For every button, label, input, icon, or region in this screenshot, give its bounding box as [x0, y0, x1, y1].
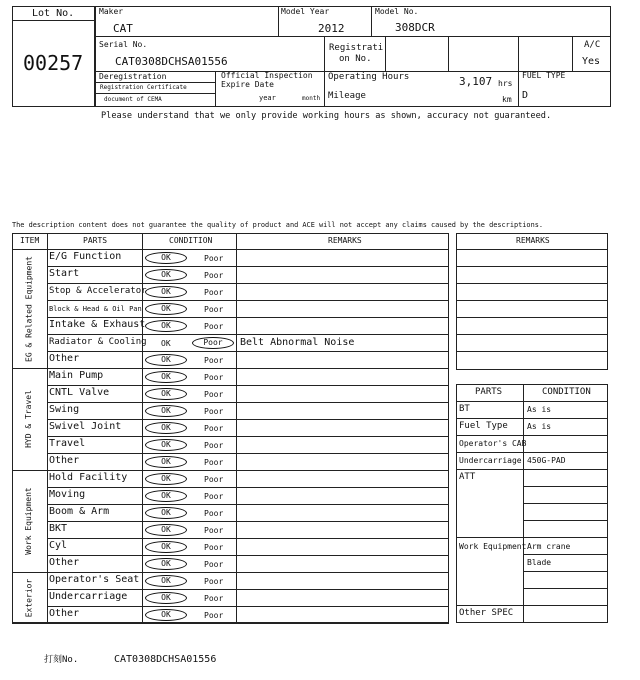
condition-ok-option: OK [145, 592, 187, 604]
operating-hours-value: 3,107 [459, 75, 493, 88]
part-label: Boom & Arm [49, 506, 110, 517]
inspection-label-1: Official Inspection [221, 71, 313, 80]
part-label: Block & Head & Oil Pan [49, 305, 142, 313]
spec-work-equipment-value-2: Blade [527, 558, 552, 567]
group-label: HYD & Travel [24, 390, 33, 448]
condition-poor-option: Poor [204, 577, 224, 586]
condition-ok-option: OK [145, 269, 187, 281]
condition-poor-option: Poor [204, 322, 224, 331]
part-label: Other [49, 608, 80, 619]
footer-label: 打刻No. [44, 655, 79, 665]
registration-label-1: Registrati [329, 43, 384, 53]
deregistration-label: Deregistration [99, 72, 167, 81]
col-parts-header: PARTS [83, 236, 108, 245]
condition-ok-option: OK [145, 286, 187, 298]
condition-poor-option: Poor [204, 509, 224, 518]
part-label: Undercarriage [49, 591, 128, 602]
condition-poor-option: Poor [204, 271, 224, 280]
spec-bt-label: BT [459, 404, 470, 414]
part-label: Other [49, 353, 80, 364]
condition-ok-option: OK [145, 524, 187, 536]
condition-poor-option: Poor [204, 407, 224, 416]
part-label: Other [49, 455, 80, 466]
month-label: month [302, 95, 321, 102]
ac-value: Yes [582, 56, 601, 67]
model-no-label: Model No. [375, 7, 419, 16]
part-label: Stop & Accelerator [49, 286, 147, 296]
maker-value: CAT [113, 22, 133, 35]
condition-poor-option: Poor [204, 390, 224, 399]
condition-poor-option: Poor [204, 594, 224, 603]
hrs-unit: hrs [498, 79, 513, 88]
model-year-value: 2012 [318, 22, 345, 35]
group-label: Work Equipment [24, 487, 33, 555]
spec-work-equipment-label: Work Equipment [459, 542, 527, 551]
reg-cert-label: Registration Certificate [100, 84, 187, 91]
part-label: Start [49, 268, 80, 279]
condition-ok-option: OK [145, 439, 187, 451]
serial-value: CAT0308DCHSA01556 [115, 55, 228, 68]
spec-fuel-value: As is [527, 422, 552, 431]
condition-poor-option: Poor [204, 356, 224, 365]
spec-att-label: ATT [459, 472, 476, 482]
spec-cab-label: Operator's CAB [459, 439, 527, 448]
fuel-type-label: FUEL TYPE [522, 71, 566, 80]
right-remarks-header: REMARKS [516, 236, 550, 245]
condition-poor-option: Poor [204, 373, 224, 382]
condition-poor-option: Poor [204, 441, 224, 450]
inspection-label-2: Expire Date [221, 80, 274, 89]
condition-ok-option: OK [145, 303, 187, 315]
footer-serial: CAT0308DCHSA01556 [114, 654, 217, 665]
condition-ok-option: OK [145, 541, 187, 553]
condition-ok-option: OK [145, 558, 187, 570]
condition-ok-option: OK [145, 405, 187, 417]
row-remark: Belt Abnormal Noise [240, 337, 355, 348]
part-label: Travel [49, 438, 86, 449]
ac-label: A/C [584, 40, 601, 50]
condition-ok-option: OK [161, 339, 171, 348]
registration-label-2: on No. [339, 54, 372, 64]
part-label: Cyl [49, 540, 68, 551]
cema-label: document of CEMA [104, 96, 162, 103]
part-label: Operator's Seat [49, 574, 140, 585]
condition-ok-option: OK [145, 507, 187, 519]
part-label: Main Pump [49, 370, 104, 381]
part-label: Moving [49, 489, 86, 500]
condition-poor-option: Poor [204, 475, 224, 484]
part-label: E/G Function [49, 251, 122, 262]
group-label: Exterior [24, 578, 33, 617]
condition-ok-option: OK [145, 422, 187, 434]
condition-ok-option: OK [145, 456, 187, 468]
mileage-label: Mileage [328, 91, 366, 101]
model-no-value: 308DCR [395, 21, 435, 34]
condition-ok-option: OK [145, 473, 187, 485]
condition-ok-option: OK [145, 575, 187, 587]
condition-ok-option: OK [145, 388, 187, 400]
spec-col-parts: PARTS [475, 387, 503, 397]
fuel-type-value: D [522, 90, 529, 101]
col-condition-header: CONDITION [169, 236, 213, 245]
part-label: Radiator & Cooling [49, 337, 147, 347]
condition-poor-option: Poor [204, 305, 224, 314]
spec-undercarriage-label: Undercarriage [459, 456, 522, 465]
condition-ok-option: OK [145, 609, 187, 621]
part-label: Swivel Joint [49, 421, 122, 432]
part-label: Hold Facility [49, 472, 128, 483]
model-year-label: Model Year [281, 7, 330, 16]
condition-ok-option: OK [145, 354, 187, 366]
condition-ok-option: OK [145, 252, 187, 264]
right-remarks-frame [456, 233, 608, 370]
lot-label: Lot No. [32, 8, 75, 19]
condition-poor-option: Poor [204, 492, 224, 501]
spec-other-label: Other SPEC [459, 608, 514, 618]
group-label: EG & Related Equipment [24, 255, 33, 362]
serial-label: Serial No. [99, 40, 148, 49]
condition-ok-option: OK [145, 320, 187, 332]
part-label: Other [49, 557, 80, 568]
lot-number: 00257 [23, 51, 84, 75]
condition-poor-option: Poor [204, 611, 224, 620]
part-label: Intake & Exhaust [49, 319, 146, 330]
spec-col-condition: CONDITION [542, 387, 591, 397]
col-remarks-header: REMARKS [328, 236, 362, 245]
condition-poor-option: Poor [204, 543, 224, 552]
maker-label: Maker [99, 7, 124, 16]
spec-undercarriage-value: 450G-PAD [527, 456, 566, 465]
disclaimer: The description content does not guarantee the quality of product and ACE will not accept any claims caused by the descriptions. [12, 221, 544, 229]
spec-work-equipment-value-1: Arm crane [527, 542, 571, 551]
hours-note: Please understand that we only provide working hours as shown, accuracy not guaranteed. [101, 111, 552, 121]
col-item-header: ITEM [20, 236, 40, 245]
condition-poor-option: Poor [204, 254, 224, 263]
condition-ok-option: OK [145, 490, 187, 502]
condition-poor-option: Poor [192, 337, 234, 349]
condition-poor-option: Poor [204, 424, 224, 433]
part-label: CNTL Valve [49, 387, 110, 398]
condition-poor-option: Poor [204, 560, 224, 569]
spec-bt-value: As is [527, 405, 552, 414]
condition-poor-option: Poor [204, 526, 224, 535]
part-label: BKT [49, 523, 68, 534]
spec-fuel-label: Fuel Type [459, 421, 508, 431]
year-label: year [259, 94, 276, 102]
condition-poor-option: Poor [204, 458, 224, 467]
condition-ok-option: OK [145, 371, 187, 383]
operating-hours-label: Operating Hours [328, 72, 410, 82]
part-label: Swing [49, 404, 80, 415]
condition-poor-option: Poor [204, 288, 224, 297]
km-unit: km [502, 95, 512, 104]
